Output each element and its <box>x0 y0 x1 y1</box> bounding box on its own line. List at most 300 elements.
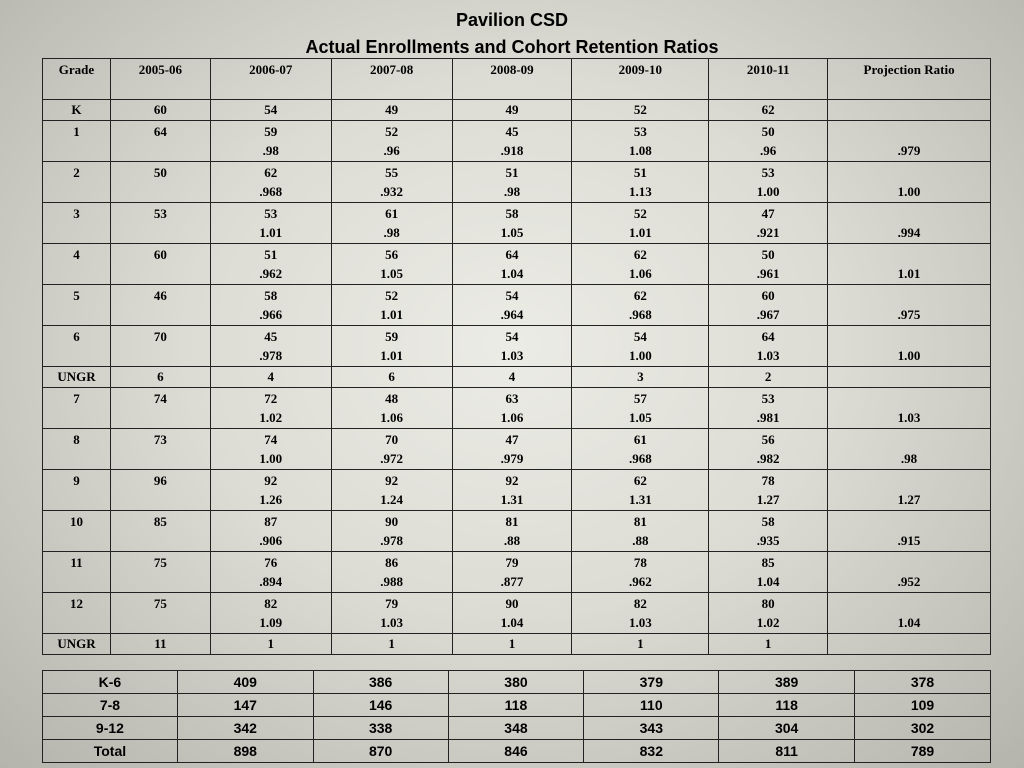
enrollment-cell <box>452 511 572 552</box>
retention-ratio: 1.27 <box>756 492 780 507</box>
projection-ratio-cell <box>828 326 991 367</box>
enrollment-value: 75 <box>153 596 167 611</box>
retention-ratio <box>111 613 210 633</box>
table-row <box>43 470 991 511</box>
retention-ratio <box>111 223 210 243</box>
enrollment-value: 62 <box>633 473 647 488</box>
retention-ratio: 1.06 <box>380 410 403 425</box>
grade-cell <box>43 552 111 593</box>
enrollment-value: 58 <box>505 206 519 221</box>
grade-label: 6 <box>73 329 80 344</box>
enrollment-value: 73 <box>153 432 167 447</box>
enrollment-value: 81 <box>633 514 647 529</box>
enrollment-cell <box>210 121 331 162</box>
retention-ratio: .935 <box>756 533 780 548</box>
retention-ratio <box>111 408 210 428</box>
retention-ratio: .964 <box>500 307 524 322</box>
table-row <box>43 121 991 162</box>
enrollment-cell <box>709 429 828 470</box>
enrollment-cell: 3 <box>572 367 709 388</box>
summary-row <box>43 740 991 763</box>
retention-ratio <box>111 141 210 161</box>
summary-label: 9-12 <box>43 717 178 740</box>
retention-ratio: 1.00 <box>259 451 283 466</box>
enrollment-value: 54 <box>505 329 519 344</box>
summary-label: K-6 <box>43 671 178 694</box>
enrollment-value: 92 <box>264 473 278 488</box>
enrollment-cell <box>331 121 452 162</box>
page-subtitle: Actual Enrollments and Cohort Retention Ratios <box>305 37 719 57</box>
enrollment-cell: 4 <box>452 367 572 388</box>
summary-value: 348 <box>448 717 584 740</box>
table-row <box>43 285 991 326</box>
enrollment-value: 74 <box>264 432 278 447</box>
enrollment-cell <box>331 388 452 429</box>
retention-ratio <box>111 346 210 366</box>
enrollment-cell <box>210 326 331 367</box>
enrollment-cell <box>210 162 331 203</box>
enrollment-value: 51 <box>264 247 278 262</box>
enrollment-cell: 6 <box>110 367 210 388</box>
enrollment-value: 70 <box>153 329 167 344</box>
retention-ratio: 1.06 <box>500 410 524 425</box>
enrollment-value: 47 <box>505 432 519 447</box>
enrollment-cell <box>572 388 709 429</box>
projection-ratio: 1.01 <box>897 266 921 281</box>
retention-ratio: 1.05 <box>500 225 524 240</box>
table-row <box>43 100 991 121</box>
projection-ratio-cell <box>828 285 991 326</box>
retention-ratio: .967 <box>756 307 780 322</box>
retention-ratio: .96 <box>383 143 400 158</box>
enrollment-cell <box>331 552 452 593</box>
enrollment-value: 78 <box>761 473 775 488</box>
grade-cell <box>43 121 111 162</box>
enrollment-cell: 6 <box>331 367 452 388</box>
enrollment-value: 54 <box>633 329 647 344</box>
summary-table <box>42 670 991 763</box>
enrollment-cell: 52 <box>572 100 709 121</box>
retention-ratio: .988 <box>380 574 403 589</box>
retention-ratio: 1.01 <box>380 348 403 363</box>
enrollment-value: 48 <box>385 391 399 406</box>
summary-row <box>43 694 991 717</box>
retention-ratio <box>111 182 210 202</box>
retention-ratio: .98 <box>262 143 279 158</box>
projection-ratio: 1.00 <box>897 348 921 363</box>
retention-ratio: 1.06 <box>628 266 652 281</box>
enrollment-cell <box>110 285 210 326</box>
enrollment-value: 63 <box>505 391 519 406</box>
enrollment-value: 54 <box>505 288 519 303</box>
table-row <box>43 634 991 655</box>
grade-cell <box>43 593 111 634</box>
retention-ratio <box>111 490 210 510</box>
enrollment-value: 61 <box>385 206 399 221</box>
retention-ratio <box>111 305 210 325</box>
retention-ratio: 1.04 <box>500 615 524 630</box>
retention-ratio: .98 <box>383 225 400 240</box>
retention-ratio: 1.24 <box>380 492 403 507</box>
enrollment-value: 58 <box>761 514 775 529</box>
enrollment-value: 82 <box>633 596 647 611</box>
summary-value: 386 <box>313 671 448 694</box>
retention-ratio: .961 <box>756 266 780 281</box>
enrollment-value: 50 <box>761 247 775 262</box>
enrollment-cell <box>331 203 452 244</box>
retention-ratio: .932 <box>380 184 403 199</box>
enrollment-value: 60 <box>761 288 775 303</box>
retention-ratio: 1.05 <box>628 410 652 425</box>
enrollment-cell <box>572 593 709 634</box>
enrollment-cell <box>452 470 572 511</box>
enrollment-cell <box>210 511 331 552</box>
enrollment-value: 56 <box>761 432 775 447</box>
retention-ratio <box>111 264 210 284</box>
retention-ratio: 1.09 <box>259 615 283 630</box>
enrollment-cell <box>210 285 331 326</box>
enrollment-value: 96 <box>153 473 167 488</box>
enrollment-value: 51 <box>633 165 647 180</box>
enrollment-cell <box>452 203 572 244</box>
enrollment-value: 58 <box>264 288 278 303</box>
enrollment-cell <box>331 511 452 552</box>
enrollment-cell <box>110 203 210 244</box>
summary-value: 389 <box>719 671 855 694</box>
enrollment-cell <box>572 429 709 470</box>
enrollment-cell <box>210 552 331 593</box>
retention-ratio: 1.31 <box>500 492 524 507</box>
enrollment-value: 79 <box>505 555 519 570</box>
enrollment-value: 57 <box>633 391 647 406</box>
grade-label: 9 <box>73 473 80 488</box>
enrollment-value: 90 <box>385 514 399 529</box>
enrollment-value: 85 <box>761 555 775 570</box>
grade-label: 4 <box>73 247 80 262</box>
retention-ratio: .978 <box>259 348 283 363</box>
grade-label: 7 <box>73 391 80 406</box>
retention-ratio: .979 <box>500 451 524 466</box>
enrollment-value: 74 <box>153 391 167 406</box>
retention-ratio: .88 <box>503 533 521 548</box>
retention-ratio <box>111 449 210 469</box>
projection-ratio-cell <box>828 593 991 634</box>
grade-label: 11 <box>70 555 83 570</box>
retention-ratio: .88 <box>632 533 649 548</box>
summary-value: 118 <box>448 694 584 717</box>
projection-ratio-cell <box>828 429 991 470</box>
summary-value: 118 <box>719 694 855 717</box>
enrollment-value: 75 <box>153 555 167 570</box>
retention-ratio: .894 <box>259 574 283 589</box>
enrollment-value: 86 <box>385 555 399 570</box>
enrollment-value: 53 <box>264 206 278 221</box>
enrollment-value: 53 <box>633 124 647 139</box>
page-title: Pavilion CSD <box>455 10 569 30</box>
enrollment-value: 64 <box>505 247 519 262</box>
enrollment-cell: 1 <box>572 634 709 655</box>
retention-ratio: 1.02 <box>259 410 283 425</box>
enrollment-cell <box>709 285 828 326</box>
projection-ratio-cell <box>828 552 991 593</box>
summary-row <box>43 671 991 694</box>
retention-ratio <box>111 572 210 592</box>
retention-ratio: 1.08 <box>628 143 652 158</box>
grade-cell <box>43 285 111 326</box>
enrollment-value: 47 <box>761 206 775 221</box>
table-row <box>43 326 991 367</box>
enrollment-value: 45 <box>264 329 278 344</box>
grade-label: 8 <box>73 432 80 447</box>
summary-value: 342 <box>177 717 313 740</box>
summary-value: 146 <box>313 694 448 717</box>
enrollment-cell <box>572 162 709 203</box>
grade-cell: UNGR <box>43 367 111 388</box>
enrollment-cell <box>210 244 331 285</box>
summary-value: 338 <box>313 717 448 740</box>
enrollment-cell: 54 <box>210 100 331 121</box>
retention-ratio: .968 <box>259 184 283 199</box>
projection-ratio: 1.04 <box>897 615 921 630</box>
enrollment-cell: 49 <box>331 100 452 121</box>
enrollment-value: 92 <box>505 473 519 488</box>
table-row <box>43 244 991 285</box>
retention-ratio: 1.01 <box>259 225 283 240</box>
summary-value: 811 <box>719 740 855 763</box>
enrollment-cell <box>452 429 572 470</box>
table-row <box>43 388 991 429</box>
enrollment-cell <box>452 388 572 429</box>
enrollment-cell <box>331 326 452 367</box>
table-header-row <box>43 59 991 100</box>
column-header: 2005-06 <box>110 59 210 100</box>
table-row <box>43 162 991 203</box>
summary-value: 898 <box>177 740 313 763</box>
column-header: Grade <box>43 59 111 100</box>
enrollment-cell <box>452 552 572 593</box>
enrollment-value: 61 <box>633 432 647 447</box>
retention-ratio: 1.02 <box>756 615 780 630</box>
enrollment-value: 62 <box>264 165 278 180</box>
retention-ratio: .962 <box>628 574 652 589</box>
enrollment-value: 52 <box>633 206 647 221</box>
enrollment-cell <box>210 388 331 429</box>
enrollment-value: 51 <box>505 165 519 180</box>
enrollment-value: 64 <box>153 124 167 139</box>
projection-ratio-cell <box>828 511 991 552</box>
enrollment-value: 62 <box>633 288 647 303</box>
enrollment-cell <box>110 470 210 511</box>
projection-ratio: 1.03 <box>897 410 921 425</box>
enrollment-cell: 49 <box>452 100 572 121</box>
enrollment-cell <box>572 121 709 162</box>
summary-value: 304 <box>719 717 855 740</box>
projection-ratio-cell <box>828 244 991 285</box>
enrollment-value: 52 <box>385 288 399 303</box>
enrollment-value: 82 <box>264 596 278 611</box>
grade-label: 5 <box>73 288 80 303</box>
enrollment-value: 64 <box>761 329 775 344</box>
summary-label: Total <box>43 740 178 763</box>
enrollment-cell <box>709 244 828 285</box>
summary-value: 147 <box>177 694 313 717</box>
enrollment-cell <box>331 470 452 511</box>
enrollment-cell <box>110 244 210 285</box>
enrollment-cell: 1 <box>452 634 572 655</box>
grade-label: 3 <box>73 206 80 221</box>
enrollment-cell: 1 <box>210 634 331 655</box>
enrollment-value: 59 <box>264 124 278 139</box>
projection-ratio-cell <box>828 470 991 511</box>
projection-ratio-cell <box>828 121 991 162</box>
enrollment-cell <box>110 593 210 634</box>
enrollment-value: 53 <box>153 206 167 221</box>
enrollment-cell <box>709 121 828 162</box>
enrollment-value: 55 <box>385 165 399 180</box>
grade-label: 2 <box>73 165 80 180</box>
enrollment-cell <box>709 203 828 244</box>
retention-ratio: .978 <box>380 533 403 548</box>
enrollment-cell <box>210 593 331 634</box>
summary-value: 870 <box>313 740 448 763</box>
grade-cell <box>43 326 111 367</box>
enrollment-cell <box>452 121 572 162</box>
projection-ratio: 1.00 <box>897 184 921 199</box>
retention-ratio: .968 <box>628 451 652 466</box>
retention-ratio: 1.26 <box>259 492 283 507</box>
enrollment-value: 50 <box>761 124 775 139</box>
retention-ratio <box>111 531 210 551</box>
enrollment-cell: 60 <box>110 100 210 121</box>
table-row <box>43 511 991 552</box>
summary-value: 846 <box>448 740 584 763</box>
summary-value: 789 <box>855 740 991 763</box>
grade-label: 12 <box>69 596 83 611</box>
projection-ratio: .994 <box>897 225 921 240</box>
enrollment-cell <box>210 429 331 470</box>
retention-ratio: .921 <box>756 225 780 240</box>
enrollment-cell <box>572 470 709 511</box>
summary-value: 409 <box>177 671 313 694</box>
enrollment-cell <box>210 203 331 244</box>
column-header: 2006-07 <box>210 59 331 100</box>
retention-ratio: 1.00 <box>628 348 652 363</box>
enrollment-cell <box>572 203 709 244</box>
summary-value: 343 <box>584 717 719 740</box>
enrollment-cell <box>331 285 452 326</box>
table-row <box>43 552 991 593</box>
retention-ratio: .966 <box>259 307 283 322</box>
grade-cell: K <box>43 100 111 121</box>
enrollment-value: 46 <box>153 288 167 303</box>
enrollment-cell: 2 <box>709 367 828 388</box>
retention-ratio: .982 <box>756 451 780 466</box>
summary-value: 378 <box>855 671 991 694</box>
summary-value: 379 <box>584 671 719 694</box>
retention-ratio: 1.03 <box>756 348 780 363</box>
enrollment-cell <box>709 593 828 634</box>
enrollment-cell <box>331 593 452 634</box>
retention-ratio: 1.01 <box>628 225 652 240</box>
projection-ratio: .98 <box>900 451 918 466</box>
column-header: 2009-10 <box>572 59 709 100</box>
enrollment-value: 80 <box>761 596 775 611</box>
projection-ratio: .915 <box>897 533 921 548</box>
projection-ratio-cell <box>828 203 991 244</box>
summary-value: 109 <box>855 694 991 717</box>
enrollment-cell <box>331 244 452 285</box>
enrollment-cell <box>210 470 331 511</box>
table-row <box>43 367 991 388</box>
summary-value: 832 <box>584 740 719 763</box>
grade-cell: UNGR <box>43 634 111 655</box>
enrollment-value: 87 <box>264 514 278 529</box>
enrollment-cell <box>331 429 452 470</box>
grade-cell <box>43 203 111 244</box>
enrollment-cell <box>110 162 210 203</box>
enrollment-cell: 1 <box>709 634 828 655</box>
retention-ratio: 1.03 <box>380 615 403 630</box>
summary-row <box>43 717 991 740</box>
enrollment-cell <box>709 162 828 203</box>
projection-ratio: .979 <box>897 143 921 158</box>
summary-value: 110 <box>584 694 719 717</box>
summary-label: 7-8 <box>43 694 178 717</box>
enrollment-value: 62 <box>633 247 647 262</box>
retention-ratio: 1.04 <box>500 266 524 281</box>
enrollment-cell <box>709 388 828 429</box>
retention-ratio: .968 <box>628 307 652 322</box>
enrollment-cell <box>709 511 828 552</box>
retention-ratio: 1.31 <box>628 492 652 507</box>
projection-ratio: 1.27 <box>897 492 921 507</box>
grade-cell <box>43 388 111 429</box>
retention-ratio: .981 <box>756 410 780 425</box>
retention-ratio: 1.00 <box>756 184 780 199</box>
enrollment-cell <box>572 244 709 285</box>
enrollment-value: 85 <box>153 514 167 529</box>
enrollment-cell <box>110 552 210 593</box>
enrollment-cell <box>572 326 709 367</box>
projection-ratio-cell <box>828 162 991 203</box>
summary-value: 302 <box>855 717 991 740</box>
enrollment-cell <box>110 429 210 470</box>
enrollment-cell <box>110 388 210 429</box>
enrollment-value: 76 <box>264 555 278 570</box>
enrollment-value: 92 <box>385 473 399 488</box>
retention-ratio: .906 <box>259 533 283 548</box>
grade-label: 1 <box>73 124 80 139</box>
enrollment-cell: 1 <box>331 634 452 655</box>
table-row <box>43 593 991 634</box>
retention-ratio: .918 <box>500 143 524 158</box>
enrollment-value: 53 <box>761 165 775 180</box>
enrollment-value: 79 <box>385 596 399 611</box>
enrollment-cell: 62 <box>709 100 828 121</box>
enrollment-cell <box>709 326 828 367</box>
retention-ratio: .98 <box>503 184 521 199</box>
enrollment-value: 60 <box>153 247 167 262</box>
enrollment-cell <box>110 511 210 552</box>
enrollment-value: 56 <box>385 247 399 262</box>
column-header: 2010-11 <box>709 59 828 100</box>
column-header: Projection Ratio <box>828 59 991 100</box>
projection-ratio-cell <box>828 388 991 429</box>
enrollment-cell <box>452 326 572 367</box>
projection-ratio: .952 <box>897 574 921 589</box>
enrollment-cell <box>572 285 709 326</box>
enrollment-cell <box>452 285 572 326</box>
